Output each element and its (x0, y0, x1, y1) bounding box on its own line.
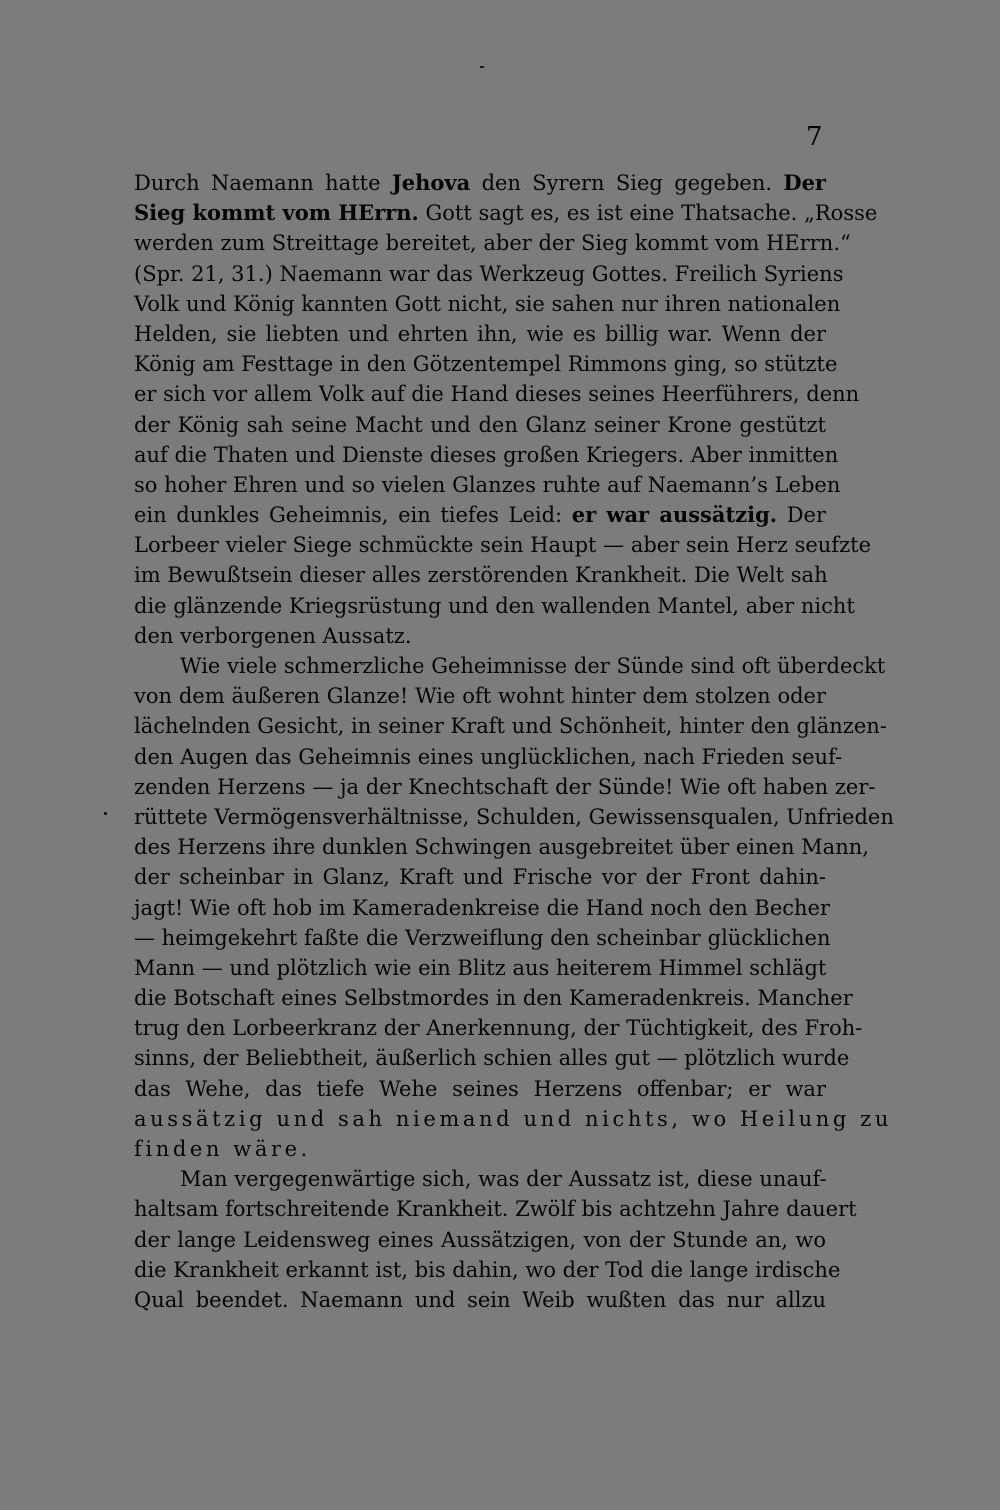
text-segment: Qual beendet. Naemann und sein Weib wußten das nur allzu (134, 1287, 826, 1312)
emphasized-text: er war aussätzig. (571, 502, 778, 528)
text-segment: werden zum Streittage bereitet, aber der Sieg kommt vom HErrn.“ (134, 231, 851, 256)
text-line (134, 1013, 863, 1043)
text-line (134, 198, 878, 228)
text-line (134, 983, 853, 1013)
text-segment: von dem äußeren Glanze! Wie oft wohnt hinter dem stolzen oder (134, 684, 826, 709)
text-line (134, 742, 843, 772)
text-line (134, 379, 860, 409)
text-segment: lächelnden Gesicht, in seiner Kraft und Schönheit, hinter den glänzen- (134, 714, 887, 739)
emphasized-text: Sieg kommt vom HErrn. (134, 200, 419, 226)
text-line (134, 228, 851, 258)
emphasized-text: Jehova (391, 170, 471, 195)
text-line (134, 1104, 892, 1134)
text-segment: des Herzens ihre dunklen Schwingen ausgebreitet über einen Mann, (134, 835, 869, 860)
text-line (134, 621, 826, 651)
text-segment: (Spr. 21, 31.) Naemann war das Werkzeug Gottes. Freilich Syriens (134, 261, 844, 286)
text-segment: den Augen das Geheimnis eines unglücklichen, nach Frieden seuf- (134, 744, 843, 769)
text-segment: er sich vor allem Volk auf die Hand dieses seines Heerführers, denn (134, 382, 860, 407)
text-line (134, 289, 841, 319)
text-line (134, 681, 826, 711)
text-segment: der König sah seine Macht und den Glanz seiner Krone gestützt (134, 412, 826, 437)
text-segment: im Bewußtsein dieser alles zerstörenden Krankheit. Die Welt sah (134, 563, 828, 588)
text-segment: — heimgekehrt faßte die Verzweiflung den scheinbar glücklichen (134, 925, 831, 950)
text-segment: jagt! Wie oft hob im Kameradenkreise die Hand noch den Becher (134, 895, 831, 920)
text-segment: trug den Lorbeerkranz der Anerkennung, der Tüchtigkeit, des Froh- (134, 1016, 863, 1041)
text-segment: Lorbeer vieler Siege schmückte sein Haupt — aber sein Herz seufzte (134, 533, 871, 558)
text-segment: die Botschaft eines Selbstmordes in den Kameradenkreis. Mancher (134, 986, 853, 1011)
print-speck (480, 66, 484, 68)
text-segment: ein dunkles Geheimnis, ein tiefes Leid: (134, 503, 572, 528)
text-line (134, 1074, 826, 1104)
text-line (134, 1164, 826, 1194)
text-line (134, 772, 876, 802)
page-number: 7 (806, 122, 823, 152)
text-line (134, 1194, 857, 1224)
text-segment: aussätzig und sah niemand und nichts, wo Heilung zu (134, 1106, 892, 1131)
text-line (134, 1043, 850, 1073)
body-text (134, 168, 894, 1315)
text-line (134, 1255, 841, 1285)
text-line (134, 470, 841, 500)
text-segment: Durch Naemann hatte (134, 171, 392, 195)
text-line (134, 560, 826, 590)
text-segment: Wie viele schmerzliche Geheimnisse der Sünde sind oft überdeckt (180, 654, 886, 678)
text-line (134, 168, 826, 198)
text-segment: Helden, sie liebten und ehrten ihn, wie es billig war. Wenn der (134, 321, 826, 346)
text-line (134, 1134, 826, 1164)
text-line (134, 862, 826, 892)
text-segment: Volk und König kannten Gott nicht, sie sahen nur ihren nationalen (134, 291, 841, 316)
text-segment: finden wäre. (134, 1137, 311, 1161)
text-line (134, 802, 894, 832)
text-line (134, 259, 844, 289)
text-segment: den verborgenen Aussatz. (134, 623, 412, 648)
text-segment: der lange Leidensweg eines Aussätzigen, von der Stunde an, wo (134, 1227, 826, 1252)
text-segment: zenden Herzens — ja der Knechtschaft der Sünde! Wie oft haben zer- (134, 774, 876, 799)
text-line (134, 832, 869, 862)
text-line (134, 1285, 826, 1315)
text-segment: die glänzende Kriegsrüstung und den wallenden Mantel, aber nicht (134, 593, 855, 618)
emphasized-text: Der (783, 170, 826, 195)
text-segment: König am Festtage in den Götzentempel Rimmons ging, so stützte (134, 352, 838, 377)
text-line (134, 319, 826, 349)
text-segment: Man vergegenwärtige sich, was der Aussatz ist, diese unauf- (180, 1167, 827, 1192)
text-segment: den Syrern Sieg gegeben. (470, 171, 784, 195)
text-segment: auf die Thaten und Dienste dieses großen Kriegers. Aber inmitten (134, 442, 839, 467)
print-speck (104, 812, 107, 815)
text-line (134, 893, 831, 923)
text-line (134, 440, 839, 470)
text-segment: Mann — und plötzlich wie ein Blitz aus heiterem Himmel schlägt (134, 955, 827, 980)
text-segment: Der (777, 503, 826, 528)
text-segment: die Krankheit erkannt ist, bis dahin, wo der Tod die lange irdische (134, 1257, 841, 1282)
text-segment: der scheinbar in Glanz, Kraft und Frische vor der Front dahin- (134, 865, 826, 890)
text-segment: Gott sagt es, es ist eine Thatsache. „Rosse (418, 201, 878, 226)
text-line (134, 923, 831, 953)
text-segment: das Wehe, das tiefe Wehe seines Herzens offenbar; er war (134, 1076, 826, 1101)
text-segment: sinns, der Beliebtheit, äußerlich schien alles gut — plötzlich wurde (134, 1046, 850, 1071)
text-line (134, 591, 855, 621)
text-line (134, 1225, 826, 1255)
text-line (134, 651, 886, 681)
text-segment: haltsam fortschreitende Krankheit. Zwölf bis achtzehn Jahre dauert (134, 1197, 857, 1222)
text-line (134, 530, 871, 560)
text-segment: so hoher Ehren und so vielen Glanzes ruhte auf Naemann’s Leben (134, 472, 841, 497)
text-line (134, 711, 887, 741)
text-line (134, 500, 826, 530)
text-segment: rüttete Vermögensverhältnisse, Schulden, Gewissensqualen, Unfrieden (134, 804, 894, 829)
text-line (134, 349, 838, 379)
text-line (134, 410, 826, 440)
text-line (134, 953, 826, 983)
